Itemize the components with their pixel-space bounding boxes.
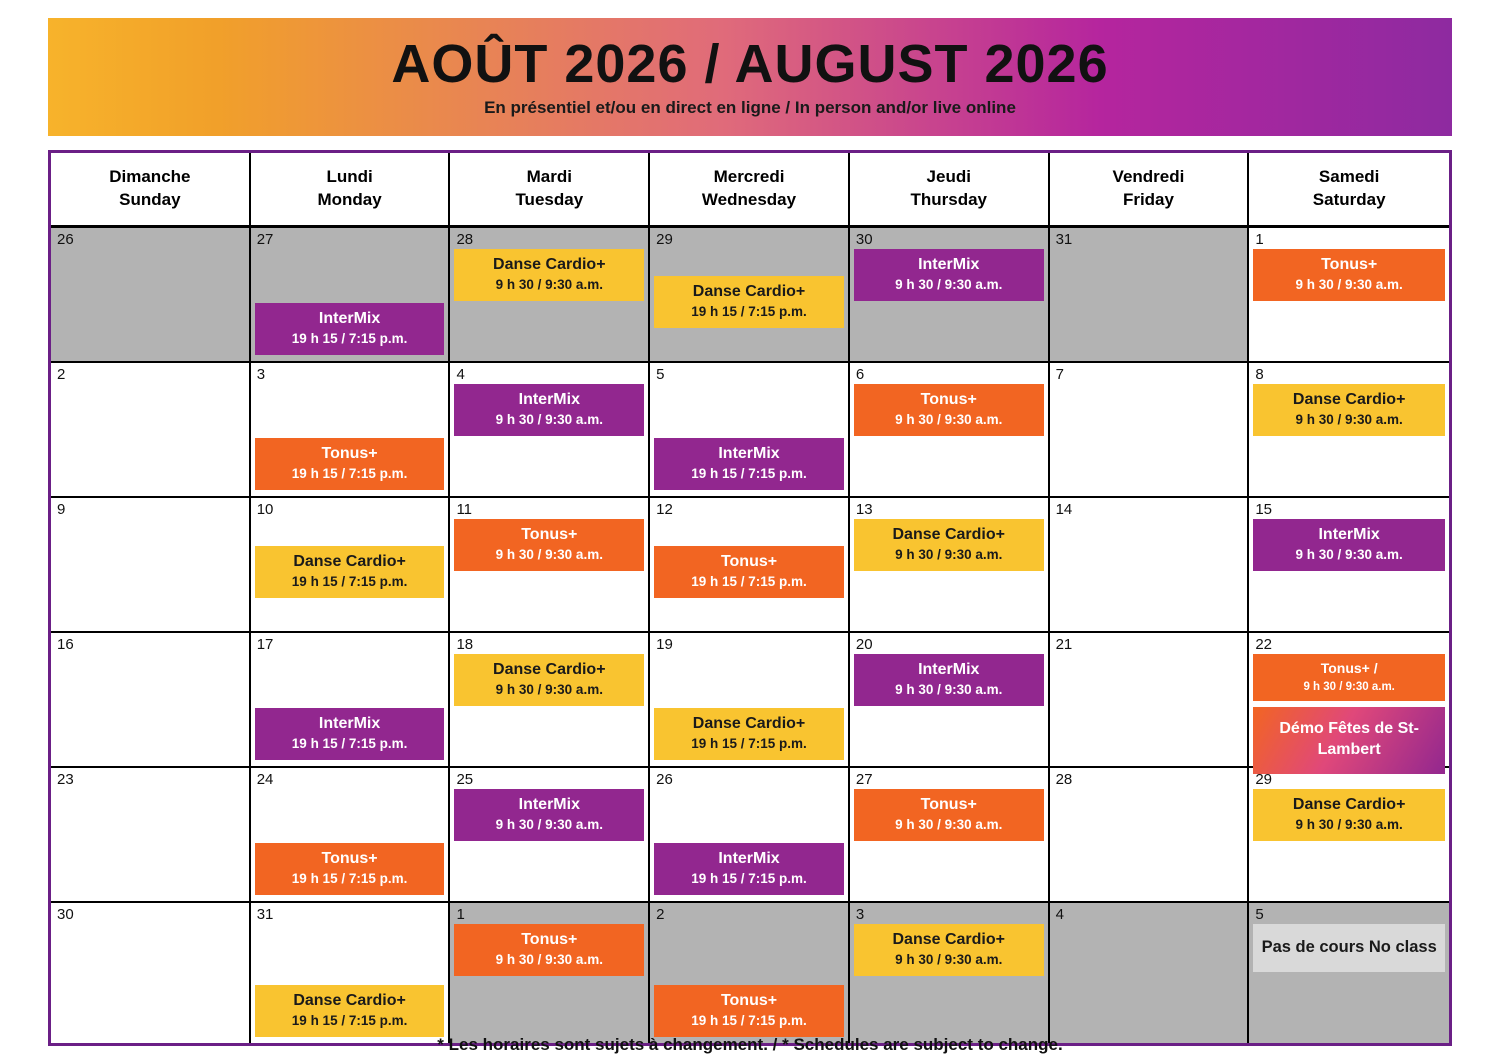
day-cell[interactable] <box>1050 633 1250 768</box>
day-events <box>856 519 1042 625</box>
day-cell[interactable] <box>850 498 1050 633</box>
day-cell[interactable] <box>450 363 650 498</box>
class-event[interactable] <box>854 789 1044 841</box>
class-event[interactable] <box>454 924 644 976</box>
day-number: 26 <box>57 231 74 248</box>
day-number: 11 <box>456 501 473 518</box>
class-event-name: Tonus+ <box>720 553 778 571</box>
day-number: 3 <box>256 366 266 383</box>
class-event-name: Pas de cours No class <box>1261 938 1437 956</box>
class-event-name: Danse Cardio+ <box>1292 391 1406 408</box>
class-event-name: Danse Cardio+ <box>892 931 1005 948</box>
day-events <box>1056 519 1242 625</box>
class-event-name: Danse Cardio+ <box>493 661 606 678</box>
day-cell[interactable] <box>1249 228 1449 363</box>
day-cell[interactable] <box>251 768 451 903</box>
day-number: 2 <box>57 366 66 383</box>
class-event-time: 19 h 15 / 7:15 p.m. <box>691 871 807 887</box>
class-event-time: 9 h 30 / 9:30 a.m. <box>1295 412 1403 427</box>
weekday-fr: Jeudi <box>926 167 971 187</box>
week-row <box>51 903 1449 1043</box>
day-number: 4 <box>456 366 465 383</box>
day-events <box>656 789 842 895</box>
class-event-name: Danse Cardio+ <box>692 715 806 733</box>
day-number: 16 <box>57 636 74 653</box>
class-event-time: 9 h 30 / 9:30 a.m. <box>895 952 1003 967</box>
weekday-en: Tuesday <box>515 190 584 209</box>
day-events <box>1056 789 1242 895</box>
day-cell[interactable] <box>1050 768 1250 903</box>
day-number: 28 <box>456 231 474 248</box>
weekday-header-saturday <box>1249 153 1449 227</box>
day-events <box>1056 654 1242 760</box>
day-events <box>456 249 642 355</box>
day-events <box>57 789 243 895</box>
day-number: 2 <box>656 906 665 923</box>
class-event-time: 9 h 30 / 9:30 a.m. <box>495 817 603 832</box>
class-event-time: 19 h 15 / 7:15 p.m. <box>291 871 408 887</box>
class-event-name: Tonus+ <box>521 931 578 948</box>
day-events <box>856 789 1042 895</box>
week-row <box>51 498 1449 633</box>
day-events <box>57 384 243 490</box>
day-number: 20 <box>855 636 873 653</box>
day-cell[interactable] <box>51 363 251 498</box>
day-events <box>856 384 1042 490</box>
class-event[interactable] <box>1253 924 1445 972</box>
class-event[interactable] <box>654 546 844 598</box>
day-number: 1 <box>456 906 465 923</box>
class-event[interactable] <box>854 654 1044 706</box>
class-event[interactable] <box>454 519 644 571</box>
day-events <box>656 384 842 490</box>
class-event-name: Danse Cardio+ <box>293 553 406 571</box>
class-event[interactable] <box>1253 789 1445 841</box>
day-events <box>257 249 443 355</box>
day-cell[interactable] <box>1249 363 1449 498</box>
day-events <box>856 654 1042 760</box>
class-event-name: InterMix <box>1318 526 1380 543</box>
class-event[interactable] <box>654 843 844 895</box>
day-number: 27 <box>855 771 873 788</box>
week-row <box>51 768 1449 903</box>
class-event-time: 19 h 15 / 7:15 p.m. <box>691 736 807 752</box>
class-event-time: 19 h 15 / 7:15 p.m. <box>691 574 807 590</box>
day-cell[interactable] <box>650 498 850 633</box>
page-subtitle: En présentiel et/ou en direct en ligne / In person and/or live online <box>484 98 1016 118</box>
day-number: 23 <box>57 771 74 788</box>
weekday-header-tuesday <box>450 153 650 227</box>
day-cell[interactable] <box>1249 903 1449 1043</box>
day-number: 30 <box>855 231 873 248</box>
day-events <box>1255 384 1443 490</box>
weekday-fr: Samedi <box>1318 167 1380 187</box>
class-event-name: InterMix <box>918 661 980 678</box>
day-cell[interactable] <box>450 768 650 903</box>
day-cell[interactable] <box>450 498 650 633</box>
weekday-fr: Lundi <box>326 167 373 187</box>
day-events <box>57 249 243 355</box>
day-events <box>656 654 842 760</box>
day-events <box>456 384 642 490</box>
day-number: 25 <box>456 771 474 788</box>
class-event-time: 19 h 15 / 7:15 p.m. <box>291 736 408 752</box>
day-cell[interactable] <box>51 498 251 633</box>
day-number: 5 <box>656 366 665 383</box>
day-number: 8 <box>1255 366 1264 383</box>
class-event-time: 19 h 15 / 7:15 p.m. <box>691 304 807 320</box>
day-events <box>656 519 842 625</box>
day-cell[interactable] <box>251 633 451 768</box>
day-cell[interactable] <box>1050 363 1250 498</box>
day-number: 21 <box>1055 636 1073 653</box>
day-events <box>656 249 842 355</box>
day-number: 9 <box>57 501 66 518</box>
week-row <box>51 228 1449 363</box>
class-event-time: 9 h 30 / 9:30 a.m. <box>895 547 1003 562</box>
calendar-weeks <box>51 228 1449 1043</box>
weekday-en: Wednesday <box>701 190 797 209</box>
day-cell[interactable] <box>850 633 1050 768</box>
day-events <box>1056 924 1242 1037</box>
class-event-name: Danse Cardio+ <box>493 256 606 273</box>
day-cell[interactable] <box>1050 228 1250 363</box>
day-cell[interactable] <box>51 903 251 1043</box>
class-event[interactable] <box>255 843 445 895</box>
day-number: 4 <box>1055 906 1064 923</box>
weekday-header-wednesday <box>650 153 850 227</box>
day-events <box>257 924 443 1037</box>
day-events <box>257 519 443 625</box>
day-events <box>856 249 1042 355</box>
class-event-time: 9 h 30 / 9:30 a.m. <box>895 277 1003 292</box>
class-event[interactable] <box>854 249 1044 301</box>
class-event-time: 19 h 15 / 7:15 p.m. <box>291 1013 408 1029</box>
day-cell[interactable] <box>251 903 451 1043</box>
day-events <box>57 924 243 1037</box>
class-event-name: Danse Cardio+ <box>892 526 1005 543</box>
weekday-fr: Mercredi <box>713 167 785 187</box>
day-cell[interactable] <box>650 228 850 363</box>
day-cell[interactable] <box>850 768 1050 903</box>
class-event[interactable] <box>454 249 644 301</box>
week-row <box>51 363 1449 498</box>
weekday-header-sunday <box>51 153 251 227</box>
day-cell[interactable] <box>1249 633 1449 768</box>
day-cell[interactable] <box>251 228 451 363</box>
weekday-header-friday <box>1050 153 1250 227</box>
class-event-name: Tonus+ <box>321 850 378 868</box>
class-event-time: 19 h 15 / 7:15 p.m. <box>691 466 807 482</box>
day-events <box>257 384 443 490</box>
day-cell[interactable] <box>51 228 251 363</box>
class-event-time: 9 h 30 / 9:30 a.m. <box>495 412 603 427</box>
day-events <box>257 654 443 760</box>
day-number: 31 <box>1055 231 1073 248</box>
class-event[interactable] <box>255 985 445 1037</box>
header-banner <box>48 18 1452 136</box>
day-number: 29 <box>1255 771 1272 788</box>
weekday-header-row <box>51 153 1449 228</box>
day-number: 6 <box>855 366 865 383</box>
weekday-fr: Dimanche <box>109 167 191 187</box>
class-event-name: Tonus+ <box>1321 256 1378 273</box>
day-number: 14 <box>1055 501 1073 518</box>
day-cell[interactable] <box>1249 498 1449 633</box>
day-number: 27 <box>256 231 274 248</box>
class-event-name: Tonus+ <box>321 445 378 463</box>
day-number: 10 <box>256 501 274 518</box>
day-cell[interactable] <box>450 228 650 363</box>
day-events <box>1255 789 1443 895</box>
class-event-name: Tonus+ <box>720 992 778 1010</box>
class-event-time: 9 h 30 / 9:30 a.m. <box>1303 680 1395 693</box>
weekday-header-thursday <box>850 153 1050 227</box>
class-event-name: Tonus+ <box>920 796 977 813</box>
class-event[interactable] <box>1253 519 1445 571</box>
day-cell[interactable] <box>251 498 451 633</box>
class-event-name: Tonus+ / <box>1320 660 1378 676</box>
day-events <box>1255 654 1443 774</box>
class-event-time: 9 h 30 / 9:30 a.m. <box>495 277 603 292</box>
day-events <box>856 924 1042 1037</box>
day-number: 5 <box>1255 906 1264 923</box>
weekday-fr: Vendredi <box>1112 167 1185 187</box>
class-event-name: InterMix <box>518 391 580 408</box>
class-event-name: InterMix <box>318 715 381 733</box>
weekday-fr: Mardi <box>526 167 572 187</box>
day-cell[interactable] <box>650 363 850 498</box>
class-event-name: InterMix <box>718 445 780 463</box>
weekday-en: Saturday <box>1312 190 1386 209</box>
day-cell[interactable] <box>850 363 1050 498</box>
class-event-name: Danse Cardio+ <box>293 992 406 1010</box>
day-events <box>456 519 642 625</box>
day-number: 15 <box>1255 501 1272 518</box>
class-event-time: 9 h 30 / 9:30 a.m. <box>1295 547 1403 562</box>
class-event-name: Démo Fêtes de St-Lambert <box>1279 719 1419 758</box>
day-cell[interactable] <box>450 903 650 1043</box>
class-event-name: Danse Cardio+ <box>692 283 806 301</box>
day-cell[interactable] <box>251 363 451 498</box>
page-title: AOÛT 2026 / AUGUST 2026 <box>391 33 1109 94</box>
day-number: 19 <box>656 636 673 653</box>
class-event[interactable] <box>1253 707 1445 775</box>
day-number: 24 <box>256 771 274 788</box>
week-row <box>51 633 1449 768</box>
day-cell[interactable] <box>650 768 850 903</box>
class-event[interactable] <box>255 303 445 355</box>
class-event[interactable] <box>854 519 1044 571</box>
class-event[interactable] <box>454 654 644 706</box>
class-event-time: 19 h 15 / 7:15 p.m. <box>291 574 408 590</box>
day-events <box>57 519 243 625</box>
day-cell[interactable] <box>51 633 251 768</box>
day-cell[interactable] <box>850 903 1050 1043</box>
calendar-grid <box>48 150 1452 1046</box>
class-event-time: 9 h 30 / 9:30 a.m. <box>895 412 1003 427</box>
class-event[interactable] <box>255 438 445 490</box>
day-number: 29 <box>656 231 673 248</box>
day-number: 22 <box>1255 636 1272 653</box>
day-number: 7 <box>1055 366 1064 383</box>
class-event[interactable] <box>654 276 844 328</box>
class-event-name: InterMix <box>718 850 780 868</box>
class-event[interactable] <box>255 546 445 598</box>
day-cell[interactable] <box>1249 768 1449 903</box>
class-event-time: 9 h 30 / 9:30 a.m. <box>895 682 1003 697</box>
day-events <box>456 654 642 760</box>
day-events <box>1255 924 1443 1037</box>
class-event[interactable] <box>654 985 844 1037</box>
class-event-time: 9 h 30 / 9:30 a.m. <box>1295 817 1403 832</box>
class-event-time: 9 h 30 / 9:30 a.m. <box>895 817 1003 832</box>
class-event-time: 9 h 30 / 9:30 a.m. <box>495 682 603 697</box>
class-event-name: Tonus+ <box>920 391 977 408</box>
day-events <box>1056 384 1242 490</box>
day-events <box>1255 249 1443 355</box>
class-event-time: 9 h 30 / 9:30 a.m. <box>1295 277 1403 292</box>
day-events <box>456 924 642 1037</box>
class-event-name: Danse Cardio+ <box>1292 796 1406 813</box>
class-event[interactable] <box>654 708 844 760</box>
class-event[interactable] <box>454 789 644 841</box>
day-number: 13 <box>855 501 873 518</box>
day-events <box>656 924 842 1037</box>
day-number: 30 <box>57 906 74 923</box>
weekday-en: Sunday <box>119 190 181 209</box>
class-event-name: InterMix <box>318 310 381 328</box>
class-event-time: 19 h 15 / 7:15 p.m. <box>291 466 408 482</box>
day-events <box>456 789 642 895</box>
day-number: 1 <box>1255 231 1264 248</box>
weekday-header-monday <box>251 153 451 227</box>
day-cell[interactable] <box>650 903 850 1043</box>
day-events <box>257 789 443 895</box>
weekday-en: Friday <box>1122 190 1174 209</box>
day-number: 26 <box>656 771 673 788</box>
day-number: 3 <box>855 906 865 923</box>
day-cell[interactable] <box>650 633 850 768</box>
class-event[interactable] <box>1253 384 1445 436</box>
day-cell[interactable] <box>450 633 650 768</box>
class-event-time: 19 h 15 / 7:15 p.m. <box>691 1013 807 1029</box>
class-event-name: Tonus+ <box>521 526 578 543</box>
class-event-time: 9 h 30 / 9:30 a.m. <box>495 547 603 562</box>
class-event[interactable] <box>654 438 844 490</box>
class-event[interactable] <box>854 924 1044 976</box>
class-event-time: 9 h 30 / 9:30 a.m. <box>495 952 603 967</box>
day-number: 18 <box>456 636 474 653</box>
class-event[interactable] <box>1253 654 1445 701</box>
day-number: 31 <box>256 906 274 923</box>
class-event[interactable] <box>1253 249 1445 301</box>
day-number: 17 <box>256 636 274 653</box>
weekday-en: Thursday <box>910 190 987 209</box>
class-event-name: InterMix <box>918 256 980 273</box>
class-event-name: InterMix <box>518 796 580 813</box>
footer-note: * Les horaires sont sujets à changement. / * Schedules are subject to change. <box>437 1035 1063 1054</box>
day-events <box>1255 519 1443 625</box>
day-cell[interactable] <box>51 768 251 903</box>
day-number: 28 <box>1055 771 1073 788</box>
class-event-time: 19 h 15 / 7:15 p.m. <box>291 331 408 347</box>
day-events <box>1056 249 1242 355</box>
weekday-en: Monday <box>317 190 382 209</box>
day-cell[interactable] <box>1050 903 1250 1043</box>
day-number: 12 <box>656 501 673 518</box>
class-event[interactable] <box>255 708 445 760</box>
day-cell[interactable] <box>850 228 1050 363</box>
class-event[interactable] <box>854 384 1044 436</box>
day-cell[interactable] <box>1050 498 1250 633</box>
day-events <box>57 654 243 760</box>
class-event[interactable] <box>454 384 644 436</box>
